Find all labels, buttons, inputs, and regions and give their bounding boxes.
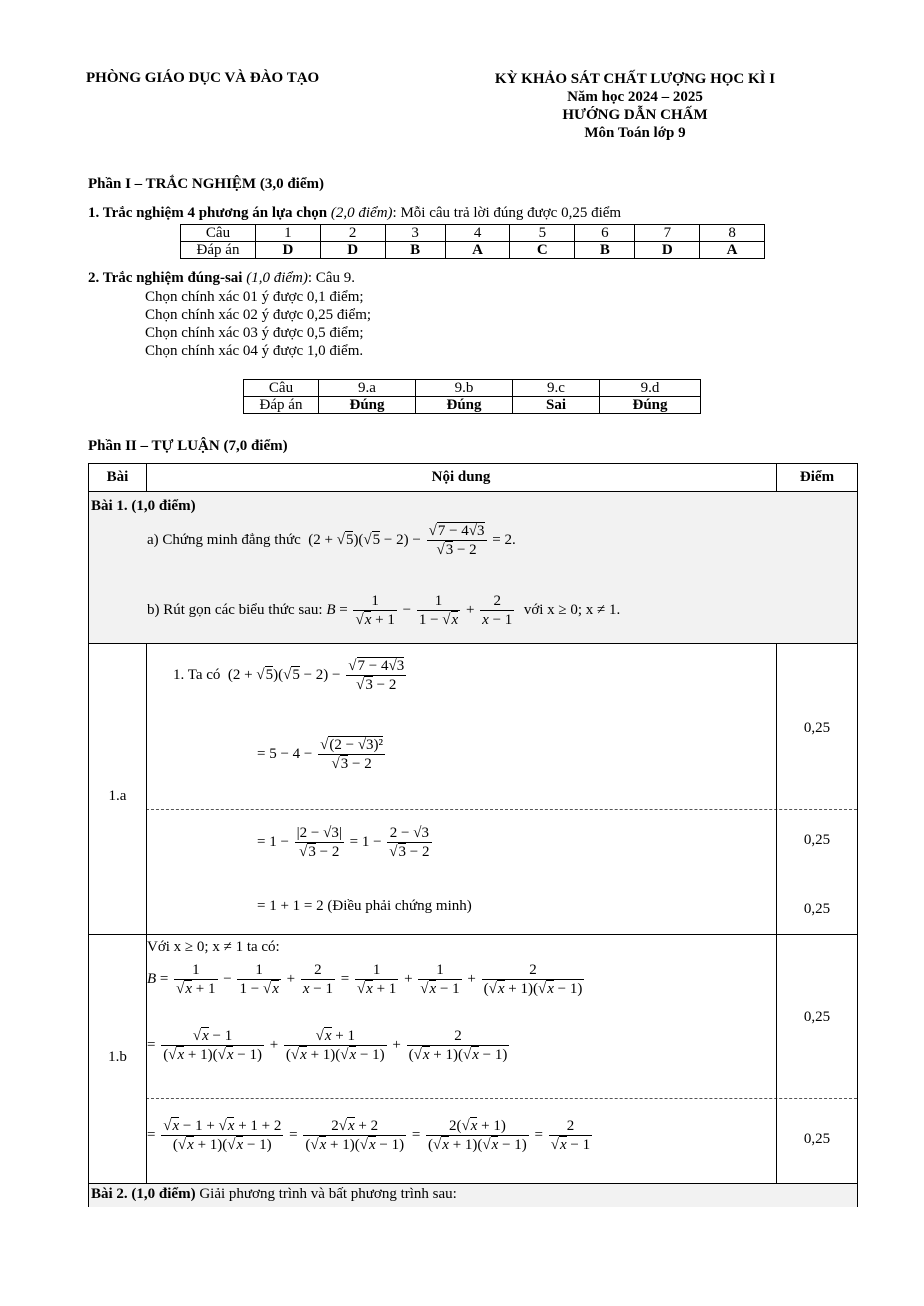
table-cell: Đúng [319, 397, 416, 414]
table-cell: 9.a [319, 380, 416, 397]
step-1a-1: 1. Ta có (2 + √5)(√5 − 2) − $\frac{√7 - 4√3}{√3 - 2}$ [173, 658, 405, 693]
step-1a-3: = 1 − $\frac{|2 - √3|}{√3 - 2}$ = 1 − $\frac{2 - √3}{√3 - 2}$ [257, 825, 430, 860]
dashed-divider [146, 1098, 857, 1099]
mc-answer-row [181, 242, 765, 259]
score: 0,25 [803, 1131, 831, 1147]
score: 0,25 [803, 720, 831, 736]
col-header-content: Nội dung [431, 469, 491, 485]
table-cell: 9.d [600, 380, 701, 397]
table-cell: 1 [256, 225, 321, 242]
table-cell: A [445, 242, 510, 259]
row-label-1a: 1.a [108, 788, 127, 804]
row-divider [89, 643, 857, 644]
table-cell: Câu [181, 225, 256, 242]
essay-grading-table [88, 463, 858, 1207]
department-name: PHÒNG GIÁO DỤC VÀ ĐÀO TẠO [86, 70, 320, 86]
tf-answer-row [244, 397, 701, 414]
mc-answer-table [180, 224, 765, 259]
step-1b-3: = $\frac{√x - 1 + √x + 1 + 2}{(√x + 1)(√x - 1)}$ = $\frac{2√x + 2}{(√x + 1)(√x - 1)}$ = $\frac{2(√x + 1)}{(√x + 1)(√x - 1)}$ = $\frac{2}{√x - 1}$ [147, 1118, 591, 1153]
tf-answer-table [243, 379, 701, 414]
score: 0,25 [803, 1009, 831, 1025]
table-cell: 9.b [416, 380, 513, 397]
table-cell: 8 [700, 225, 765, 242]
table-cell: 7 [635, 225, 700, 242]
table-cell: 5 [510, 225, 575, 242]
row-divider [89, 491, 857, 492]
section2-heading: 2. Trắc nghiệm đúng-sai (1,0 điểm): Câu 9. [88, 270, 355, 286]
table-cell: 4 [445, 225, 510, 242]
bai2-heading: Bài 2. (1,0 điểm) Giải phương trình và bất phương trình sau: [91, 1186, 457, 1202]
table-cell: Đúng [416, 397, 513, 414]
table-cell: Câu [244, 380, 319, 397]
part1-title: Phần I – TRẮC NGHIỆM (3,0 điểm) [88, 176, 324, 192]
mc-header-row [181, 225, 765, 242]
col-header-score: Điểm [799, 469, 835, 485]
step-1b-intro: Với x ≥ 0; x ≠ 1 ta có: [147, 939, 280, 955]
table-cell: 2 [320, 225, 385, 242]
step-1b-1: B = $\frac{1}{√x + 1}$ − $\frac{1}{1 - √x}$ + $\frac{2}{x - 1}$ = $\frac{1}{√x + 1}$ + $\frac{1}{√x - 1}$ + $\frac{2}{(√x + 1)(√x - 1)}$ [147, 962, 583, 997]
expression-b: B = $\frac{1}{√x + 1}$ − $\frac{1}{1 - √x}$ + $\frac{2}{x - 1}$ [326, 593, 513, 628]
score: 0,25 [803, 901, 831, 917]
table-cell: 3 [385, 225, 445, 242]
table-cell: C [510, 242, 575, 259]
bai1-part-b: b) Rút gọn các biểu thức sau: B = $\frac{1}{√x + 1}$ − $\frac{1}{1 - √x}$ + $\frac{2}{x - 1}$ với x ≥ 0; x ≠ 1. [147, 593, 621, 628]
row-divider [89, 1183, 857, 1184]
table-cell: 6 [575, 225, 635, 242]
exam-title: KỲ KHẢO SÁT CHẤT LƯỢNG HỌC KÌ I [494, 71, 776, 87]
table-cell: B [385, 242, 445, 259]
part2-title: Phần II – TỰ LUẬN (7,0 điểm) [88, 438, 288, 454]
score: 0,25 [803, 832, 831, 848]
scoring-rule: Chọn chính xác 02 ý được 0,25 điểm; [145, 307, 372, 323]
dashed-divider [146, 809, 857, 810]
step-1b-2: = $\frac{√x - 1}{(√x + 1)(√x - 1)}$ + $\frac{√x + 1}{(√x + 1)(√x - 1)}$ + $\frac{2}{(√x + 1)(√x - 1)}$ [147, 1028, 508, 1063]
table-cell: D [256, 242, 321, 259]
bai1-part-a: a) Chứng minh đẳng thức (2 + √5)(√5 − 2) − $\frac{√7 - 4√3}{√3 - 2}$ = 2. [147, 523, 516, 558]
bai1-title: Bài 1. (1,0 điểm) [91, 498, 196, 514]
scoring-rule: Chọn chính xác 04 ý được 1,0 điểm. [145, 343, 364, 359]
table-cell: D [320, 242, 385, 259]
subject: Môn Toán lớp 9 [584, 125, 686, 141]
table-cell: Đáp án [244, 397, 319, 414]
table-cell: D [635, 242, 700, 259]
identity-formula: (2 + √5)(√5 − 2) − $\frac{√7 - 4√3}{√3 - 2}$ = 2. [304, 523, 516, 558]
section1-heading: 1. Trắc nghiệm 4 phương án lựa chọn (2,0 điểm): Mỗi câu trả lời đúng được 0,25 điểm [88, 205, 622, 221]
scoring-rule: Chọn chính xác 03 ý được 0,5 điểm; [145, 325, 364, 341]
table-cell: Sai [513, 397, 600, 414]
step-1a-2: = 5 − 4 − $\frac{\text{√(2 − √3)²}}{√3 - 2}$ [257, 737, 384, 772]
exam-header [430, 70, 840, 142]
row-divider [89, 934, 857, 935]
table-cell: A [700, 242, 765, 259]
guide-title: HƯỚNG DẪN CHẤM [562, 107, 708, 123]
step-1a-4: = 1 + 1 = 2 (Điều phải chứng minh) [257, 898, 472, 914]
row-label-1b: 1.b [108, 1049, 127, 1065]
table-cell: B [575, 242, 635, 259]
school-year: Năm học 2024 – 2025 [567, 89, 703, 105]
table-cell: 9.c [513, 380, 600, 397]
table-cell: Đúng [600, 397, 701, 414]
col-header-bai: Bài [106, 469, 129, 485]
col-divider [146, 643, 147, 1183]
tf-header-row [244, 380, 701, 397]
scoring-rule: Chọn chính xác 01 ý được 0,1 điểm; [145, 289, 364, 305]
table-cell: Đáp án [181, 242, 256, 259]
